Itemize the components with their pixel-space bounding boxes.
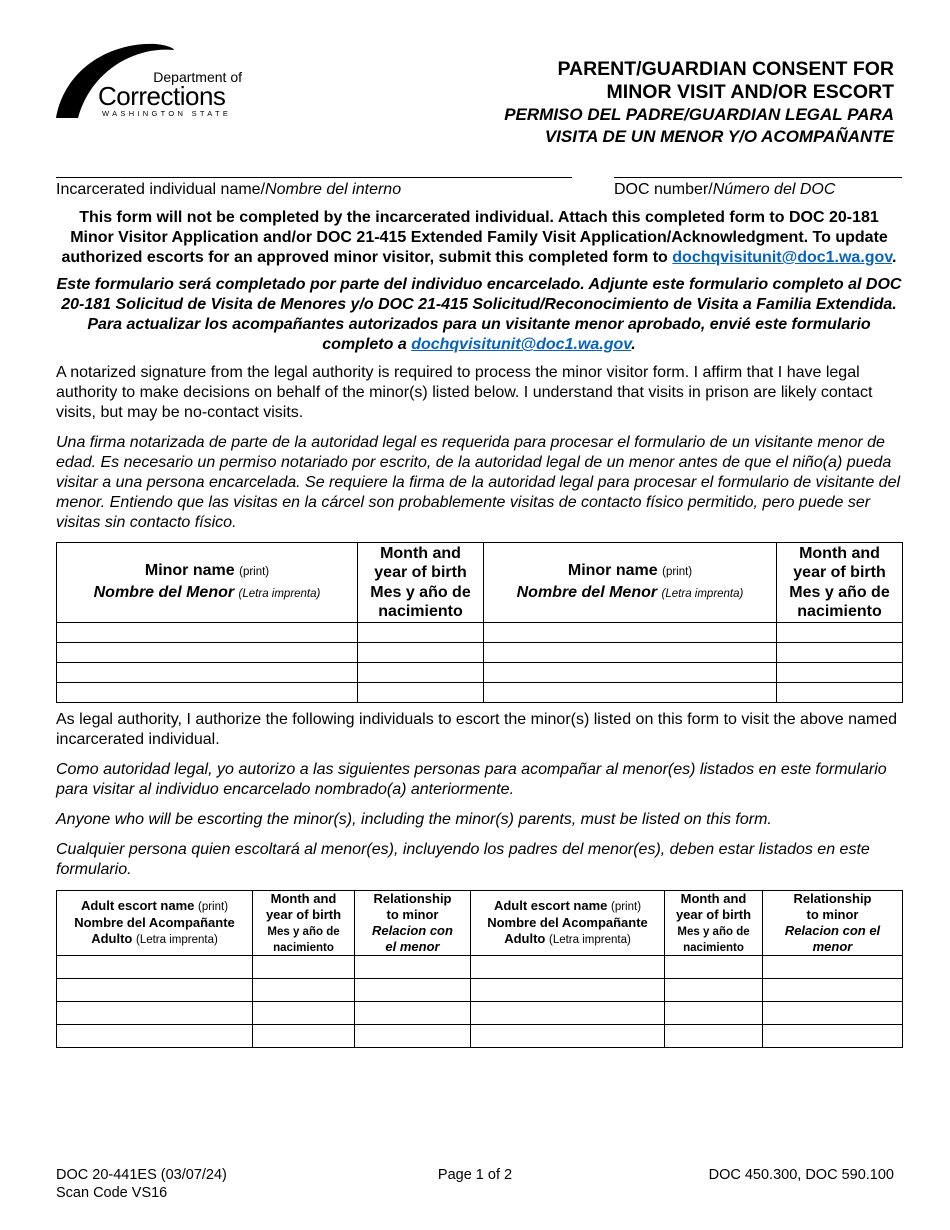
input-cell[interactable] — [471, 956, 665, 979]
input-cell[interactable] — [57, 643, 358, 663]
input-cell[interactable] — [358, 623, 484, 643]
input-cell[interactable] — [665, 1002, 763, 1025]
name-field-line[interactable] — [56, 177, 572, 178]
input-cell[interactable] — [471, 1025, 665, 1048]
input-cell[interactable] — [777, 663, 903, 683]
email-link[interactable]: dochqvisitunit@doc1.wa.gov — [672, 249, 893, 266]
input-cell[interactable] — [665, 956, 763, 979]
escort-dob-header: Month and year of birth Mes y año de nacimiento — [665, 891, 763, 956]
form-title: PARENT/GUARDIAN CONSENT FOR MINOR VISIT AND/OR ESCORT PERMISO DEL PADRE/GUARDIAN LEGAL PARA VISITA DE UN MENOR Y/O ACOMPAÑANTE — [504, 58, 894, 146]
table-row — [57, 683, 903, 703]
escort-authorization-es: Como autoridad legal, yo autorizo a las siguientes personas para acompañar al menor(es) listados en este formulario para visitar al individuo encarcelado nombrado(a) anteriormente. — [56, 761, 887, 798]
escort-requirement: Anyone who will be escorting the minor(s), including the minor(s) parents, must be listed on this form. — [56, 811, 772, 828]
table-row — [57, 643, 903, 663]
table-row — [57, 1002, 903, 1025]
footer-policy: DOC 450.300, DOC 590.100 — [708, 1167, 894, 1183]
escort-name-header: Adult escort name (print) Nombre del Acompañante Adulto (Letra imprenta) — [471, 891, 665, 956]
email-link-es[interactable]: dochqvisitunit@doc1.wa.gov — [411, 336, 632, 353]
input-cell[interactable] — [355, 979, 471, 1002]
authority-statement: A notarized signature from the legal authority is required to process the minor visitor form. I affirm that I have legal authority to make decisions on behalf of the minor(s) listed below. I understand that visits in prison are likely contact visits, but may be no-contact visits. — [56, 364, 873, 421]
input-cell[interactable] — [763, 979, 903, 1002]
input-cell[interactable] — [358, 683, 484, 703]
table-row — [57, 956, 903, 979]
input-cell[interactable] — [777, 643, 903, 663]
table-row — [57, 1025, 903, 1048]
input-cell[interactable] — [665, 979, 763, 1002]
input-cell[interactable] — [57, 623, 358, 643]
escort-relationship-header: Relationship to minor Relacion con el menor — [355, 891, 471, 956]
minor-name-header: Minor name (print) Nombre del Menor (Letra imprenta) — [57, 543, 358, 623]
input-cell[interactable] — [471, 979, 665, 1002]
input-cell[interactable] — [484, 623, 777, 643]
instructions-es: Este formulario será completado por parte del individuo encarcelado. Adjunte este formulario completo al DOC 20-181 Solicitud de Visita de Menores y/o DOC 21-415 Solicitud/Reconocimiento de Visita a Familia Extendida. Para actualizar los acompañantes autorizados para un visitante menor aprobado, envié este formulario completo a dochqvisitunit@doc1.wa.gov. — [56, 276, 902, 353]
input-cell[interactable] — [763, 1002, 903, 1025]
minor-dob-header: Month and year of birth Mes y año de nacimiento — [777, 543, 903, 623]
escort-authorization: As legal authority, I authorize the following individuals to escort the minor(s) listed on this form to visit the above named incarcerated individual. — [56, 711, 898, 748]
minor-dob-header: Month and year of birth Mes y año de nacimiento — [358, 543, 484, 623]
input-cell[interactable] — [763, 1025, 903, 1048]
input-cell[interactable] — [355, 1025, 471, 1048]
input-cell[interactable] — [253, 956, 355, 979]
form-body — [56, 208, 902, 1048]
input-cell[interactable] — [253, 979, 355, 1002]
input-cell[interactable] — [57, 979, 253, 1002]
input-cell[interactable] — [484, 663, 777, 683]
input-cell[interactable] — [484, 683, 777, 703]
input-cell[interactable] — [358, 643, 484, 663]
input-cell[interactable] — [57, 1002, 253, 1025]
input-cell[interactable] — [355, 1002, 471, 1025]
input-cell[interactable] — [777, 683, 903, 703]
table-row — [57, 623, 903, 643]
name-field-label: Incarcerated individual name/Nombre del interno — [56, 181, 402, 198]
input-cell[interactable] — [355, 956, 471, 979]
instructions-en: This form will not be completed by the incarcerated individual. Attach this completed form to DOC 20-181 Minor Visitor Application and/or DOC 21-415 Extended Family Visit Application/Acknowledgment. To update authorized escorts for an approved minor visitor, submit this completed form to dochqvisitunit@doc1.wa.gov. — [61, 209, 897, 266]
escort-name-header: Adult escort name (print) Nombre del Acompañante Adulto (Letra imprenta) — [57, 891, 253, 956]
escort-requirement-es: Cualquier persona quien escoltará al menor(es), incluyendo los padres del menor(es), deben estar listados en este formulario. — [56, 841, 870, 878]
table-row — [57, 663, 903, 683]
doc-number-field-line[interactable] — [614, 177, 902, 178]
doc-logo: Department of Corrections WASHINGTON STATE — [56, 42, 246, 122]
page-number: Page 1 of 2 — [437, 1167, 513, 1183]
escort-dob-header: Month and year of birth Mes y año de nacimiento — [253, 891, 355, 956]
minor-name-header: Minor name (print) Nombre del Menor (Letra imprenta) — [484, 543, 777, 623]
input-cell[interactable] — [471, 1002, 665, 1025]
input-cell[interactable] — [253, 1002, 355, 1025]
input-cell[interactable] — [57, 1025, 253, 1048]
input-cell[interactable] — [763, 956, 903, 979]
input-cell[interactable] — [57, 956, 253, 979]
input-cell[interactable] — [57, 683, 358, 703]
footer-form-id: DOC 20-441ES (03/07/24) Scan Code VS16 — [56, 1167, 227, 1201]
input-cell[interactable] — [484, 643, 777, 663]
input-cell[interactable] — [665, 1025, 763, 1048]
minor-table — [56, 542, 903, 703]
doc-number-label: DOC number/Número del DOC — [614, 181, 836, 198]
input-cell[interactable] — [777, 623, 903, 643]
escort-relationship-header: Relationship to minor Relacion con el menor — [763, 891, 903, 956]
input-cell[interactable] — [358, 663, 484, 683]
escort-table — [56, 890, 903, 1048]
table-row — [57, 979, 903, 1002]
input-cell[interactable] — [253, 1025, 355, 1048]
authority-statement-es: Una firma notarizada de parte de la autoridad legal es requerida para procesar el formulario de un visitante menor de edad. Es necesario un permiso notariado por escrito, de la autoridad legal de un menor antes de que el niño(a) pueda visitar a una persona encarcelada. Se requiere la firma de la autoridad legal para procesar el formulario de visitante del menor. Entiendo que las visitas en la cárcel son probablemente visitas de contacto físico permitido, pero puede ser visitas sin contacto físico. — [56, 434, 901, 531]
input-cell[interactable] — [57, 663, 358, 683]
